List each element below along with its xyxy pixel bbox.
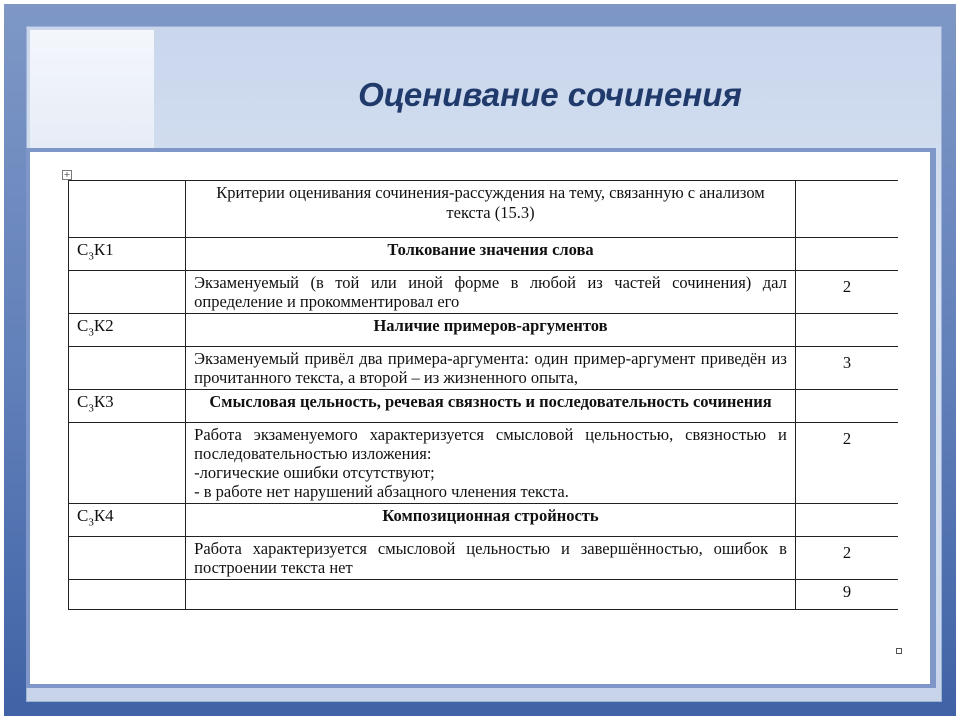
criterion-score: 3: [795, 347, 898, 390]
table-cell: [69, 423, 186, 504]
criterion-description-row: [69, 271, 899, 314]
table-resize-handle-icon[interactable]: [896, 648, 902, 654]
table-cell: [795, 314, 898, 347]
description-line: - в работе нет нарушений абзацного членения текста.: [194, 482, 569, 501]
criteria-table: [68, 180, 898, 610]
criterion-score: 2: [795, 271, 898, 314]
table-cell: [69, 537, 186, 580]
slide-title: Оценивание сочинения: [358, 76, 742, 113]
criterion-title-row: [69, 504, 899, 537]
criterion-name: Смысловая цельность, речевая связность и последовательность сочинения: [186, 390, 796, 423]
table-header-row: [69, 181, 899, 238]
criterion-score: 2: [795, 537, 898, 580]
table-heading: Критерии оценивания сочинения-рассуждения на тему, связанную с анализом текста (15.3): [186, 181, 796, 238]
table-move-handle-icon[interactable]: +: [63, 170, 71, 179]
table-cell: [186, 580, 796, 610]
criterion-name: Наличие примеров-аргументов: [186, 314, 796, 347]
criterion-title-row: [69, 390, 899, 423]
criterion-description-row: [69, 537, 899, 580]
description-line: -логические ошибки отсутствуют;: [194, 463, 435, 482]
table-cell: [69, 181, 186, 238]
criterion-code: $С_3К3$: [69, 390, 186, 423]
criterion-code: $С_3К2$: [69, 314, 186, 347]
total-row: [69, 580, 899, 610]
slide-accent-block: [30, 30, 154, 152]
table-cell: [795, 390, 898, 423]
criterion-description: Экзаменуемый привёл два примера-аргумента: один пример-аргумент приведён из прочитанного текста, а второй – из жизненного опыта,: [186, 347, 796, 390]
criterion-title-row: [69, 238, 899, 271]
description-line: Работа экзаменуемого характеризуется смысловой цельностью, связностью и последовательностью изложения:: [194, 425, 787, 463]
criterion-code: $С_3К1$: [69, 238, 186, 271]
criterion-title-row: [69, 314, 899, 347]
criterion-description: Работа характеризуется смысловой цельностью и завершённостью, ошибок в построении текста нет: [186, 537, 796, 580]
table-cell: [795, 181, 898, 238]
table-cell: [795, 504, 898, 537]
table-cell: [795, 238, 898, 271]
table-cell: [69, 580, 186, 610]
criterion-description-row: [69, 347, 899, 390]
table-cell: [69, 271, 186, 314]
criterion-name: Толкование значения слова: [186, 238, 796, 271]
criterion-code: $С_3К4$: [69, 504, 186, 537]
total-score: 9: [795, 580, 898, 610]
criterion-name: Композиционная стройность: [186, 504, 796, 537]
criterion-description: Экзаменуемый (в той или иной форме в любой из частей сочинения) дал определение и прокомментировал его: [186, 271, 796, 314]
criterion-score: 2: [795, 423, 898, 504]
table-cell: [69, 347, 186, 390]
criterion-description: [186, 423, 796, 504]
criterion-description-row: [69, 423, 899, 504]
embedded-document: [30, 152, 930, 684]
